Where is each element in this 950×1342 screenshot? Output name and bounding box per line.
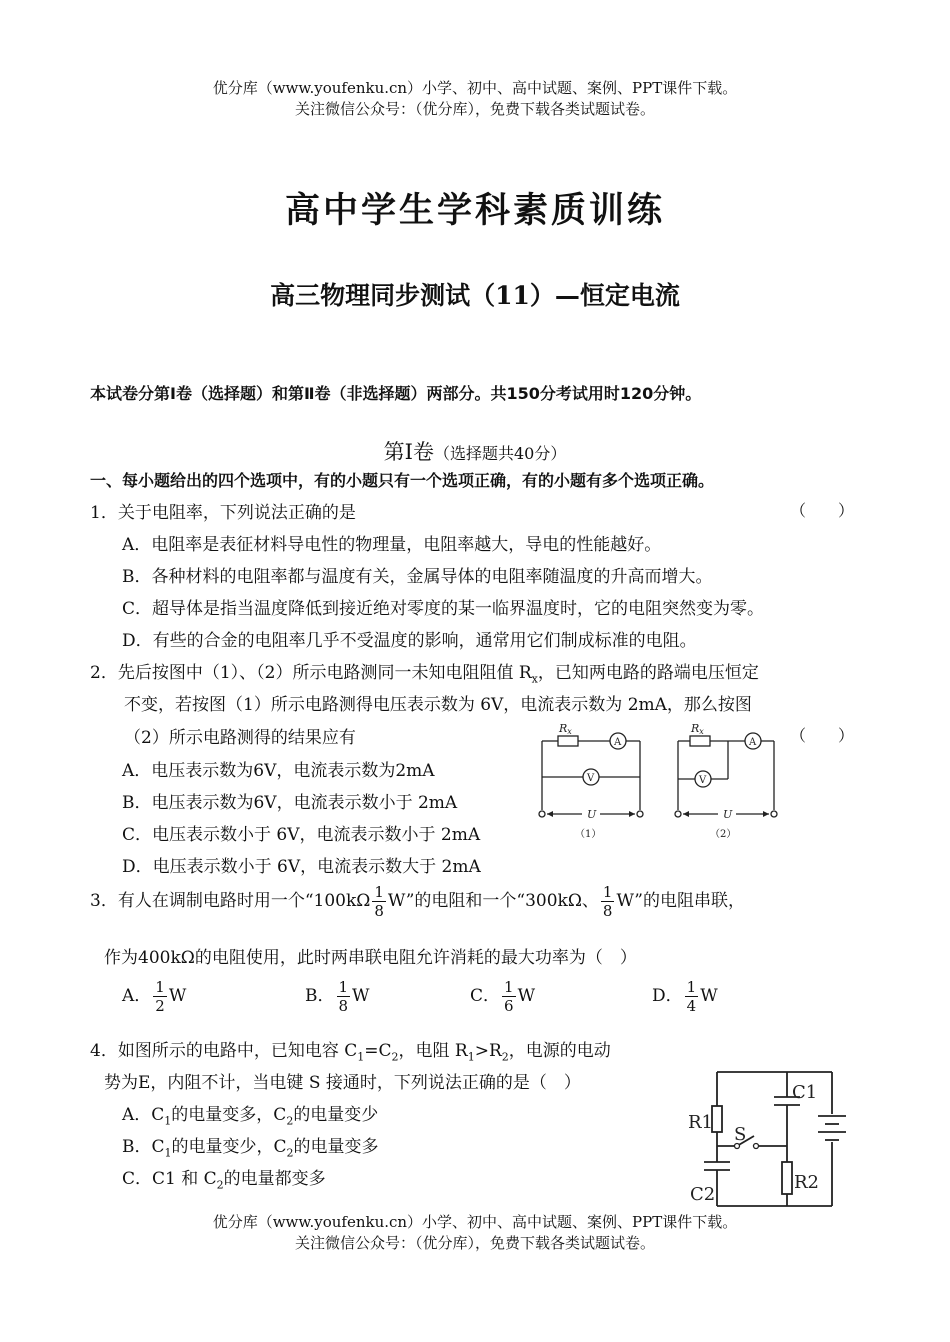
q3-stem-line1 [90, 883, 745, 920]
q3-option-c: C． $\frac{1}{6}$ W [470, 978, 536, 1015]
q4-option-b: B．$C_1$的电量变少，$C_2$的电量变多 [122, 1137, 379, 1160]
q3-stem-line2: 作为400kΩ的电阻使用，此时两串联电阻允许消耗的最大功率为（ ） [104, 948, 637, 968]
q1-option-b: B．各种材料的电阻率都与温度有关，金属导体的电阻率随温度的升高而增大。 [122, 567, 713, 587]
fig-c2-label: C2 [690, 1184, 716, 1205]
section-heading [0, 436, 950, 466]
q1-answer-paren: （ ） [790, 501, 855, 520]
q4-option-a: A．$C_1$的电量变多，$C_2$的电量变少 [122, 1105, 379, 1128]
fig-voltmeter-label-2: V [699, 775, 707, 786]
q3-option-a: A． $\frac{1}{2}$ W [122, 978, 187, 1015]
r1-resistor [712, 1106, 722, 1132]
fig-voltmeter-label-1: V [587, 773, 595, 784]
rx-resistor-1 [558, 736, 578, 746]
q3-fraction-2: $\frac{1}{8}$ [602, 883, 613, 920]
q2-line1-sub: x [531, 672, 538, 686]
q4-stem-line1: 4．如图所示的电路中，已知电容 $C_1=C_2$，电阻 $R_1>R_2$，电源的电动 [90, 1041, 611, 1064]
section-note: （选择题共40分） [433, 444, 567, 463]
q1-option-d: D．有些的合金的电阻率几乎不受温度的影响，通常用它们制成标准的电阻。 [122, 631, 697, 651]
q1-option-c: C．超导体是指当温度降低到接近绝对零度的某一临界温度时，它的电阻突然变为零。 [122, 599, 765, 619]
q2-line1-b: ，已知两电路的路端电压恒定 [537, 663, 759, 683]
q2-option-d: D．电压表示数小于 6V，电流表示数大于 2mA [122, 857, 481, 877]
q2-option-a: A．电压表示数为6V，电流表示数为2mA [122, 761, 435, 781]
header-line-1: 优分库（www.youfenku.cn）小学、初中、高中试题、案例、PPT课件下载。 [212, 79, 738, 97]
q2-circuit-figure [530, 715, 790, 845]
q2-line1-a: 2．先后按图中（1）、（2）所示电路测同一未知电阻阻值 R [90, 663, 532, 683]
fig-r2-label: R2 [794, 1172, 820, 1193]
q3-option-d: D． $\frac{1}{4}$ W [652, 978, 718, 1015]
q2-stem-line1 [90, 658, 759, 685]
footer-line-1: 优分库（www.youfenku.cn）小学、初中、高中试题、案例、PPT课件下载。 [212, 1213, 738, 1231]
q4-stem-line2: 势为E，内阻不计，当电键 S 接通时，下列说法正确的是（ ） [104, 1073, 581, 1093]
fig-ammeter-label-2: A [749, 737, 757, 748]
q3-fraction-1: $\frac{1}{8}$ [374, 883, 384, 920]
instruction: 一、每小题给出的四个选项中，有的小题只有一个选项正确，有的小题有多个选项正确。 [90, 471, 715, 490]
q2-option-c: C．电压表示数小于 6V，电流表示数小于 2mA [122, 825, 481, 845]
q3-option-b: B． $\frac{1}{8}$ W [305, 978, 370, 1015]
exam-intro: 本试卷分第Ⅰ卷（选择题）和第Ⅱ卷（非选择题）两部分。共150分考试用时120分钟。 [90, 384, 702, 403]
q3-part3: W”的电阻串联， [616, 891, 745, 911]
fig-caption-1: （1） [575, 829, 602, 840]
q2-stem-line2: 不变，若按图（1）所示电路测得电压表示数为 6V，电流表示数为 2mA，那么按图 [124, 695, 752, 715]
q2-option-b: B．电压表示数为6V，电流表示数小于 2mA [122, 793, 458, 813]
header-line-2: 关注微信公众号：（优分库），免费下载各类试题试卷。 [294, 100, 655, 118]
q4-circuit-figure [682, 1064, 857, 1219]
q2-stem-line3: （2）所示电路测得的结果应有 [124, 728, 356, 748]
fig-rx-label-1: Rx [559, 722, 572, 736]
fig-c1-label: C1 [792, 1082, 818, 1103]
q3-part2: W”的电阻和一个“300kΩ、 [387, 891, 599, 911]
page-subtitle: 高三物理同步测试（11）—恒定电流 [270, 281, 680, 310]
r2-resistor [782, 1162, 792, 1194]
q2-answer-paren: （ ） [790, 726, 855, 745]
q1-stem: 1．关于电阻率，下列说法正确的是 [90, 503, 356, 523]
footer-line-2: 关注微信公众号：（优分库），免费下载各类试题试卷。 [294, 1234, 655, 1252]
fig-r1-label: R1 [688, 1112, 714, 1133]
fig-u-label-1: U [587, 808, 597, 821]
q3-part1: 3．有人在调制电路时用一个“100kΩ [90, 891, 371, 911]
fig-caption-2: （2） [710, 829, 737, 840]
page-title: 高中学生学科素质训练 [284, 190, 665, 231]
q4-option-c: C．C1 和 $C_2$的电量都变多 [122, 1169, 326, 1192]
fig-rx-label-2: Rx [691, 722, 704, 736]
fig-u-label-2: U [723, 808, 733, 821]
rx-resistor-2 [690, 736, 710, 746]
fig-s-label: S [734, 1124, 747, 1145]
q1-option-a: A．电阻率是表征材料导电性的物理量，电阻率越大，导电的性能越好。 [122, 535, 662, 555]
section-title: 第Ⅰ卷 [383, 440, 434, 464]
fig-ammeter-label-1: A [614, 737, 622, 748]
